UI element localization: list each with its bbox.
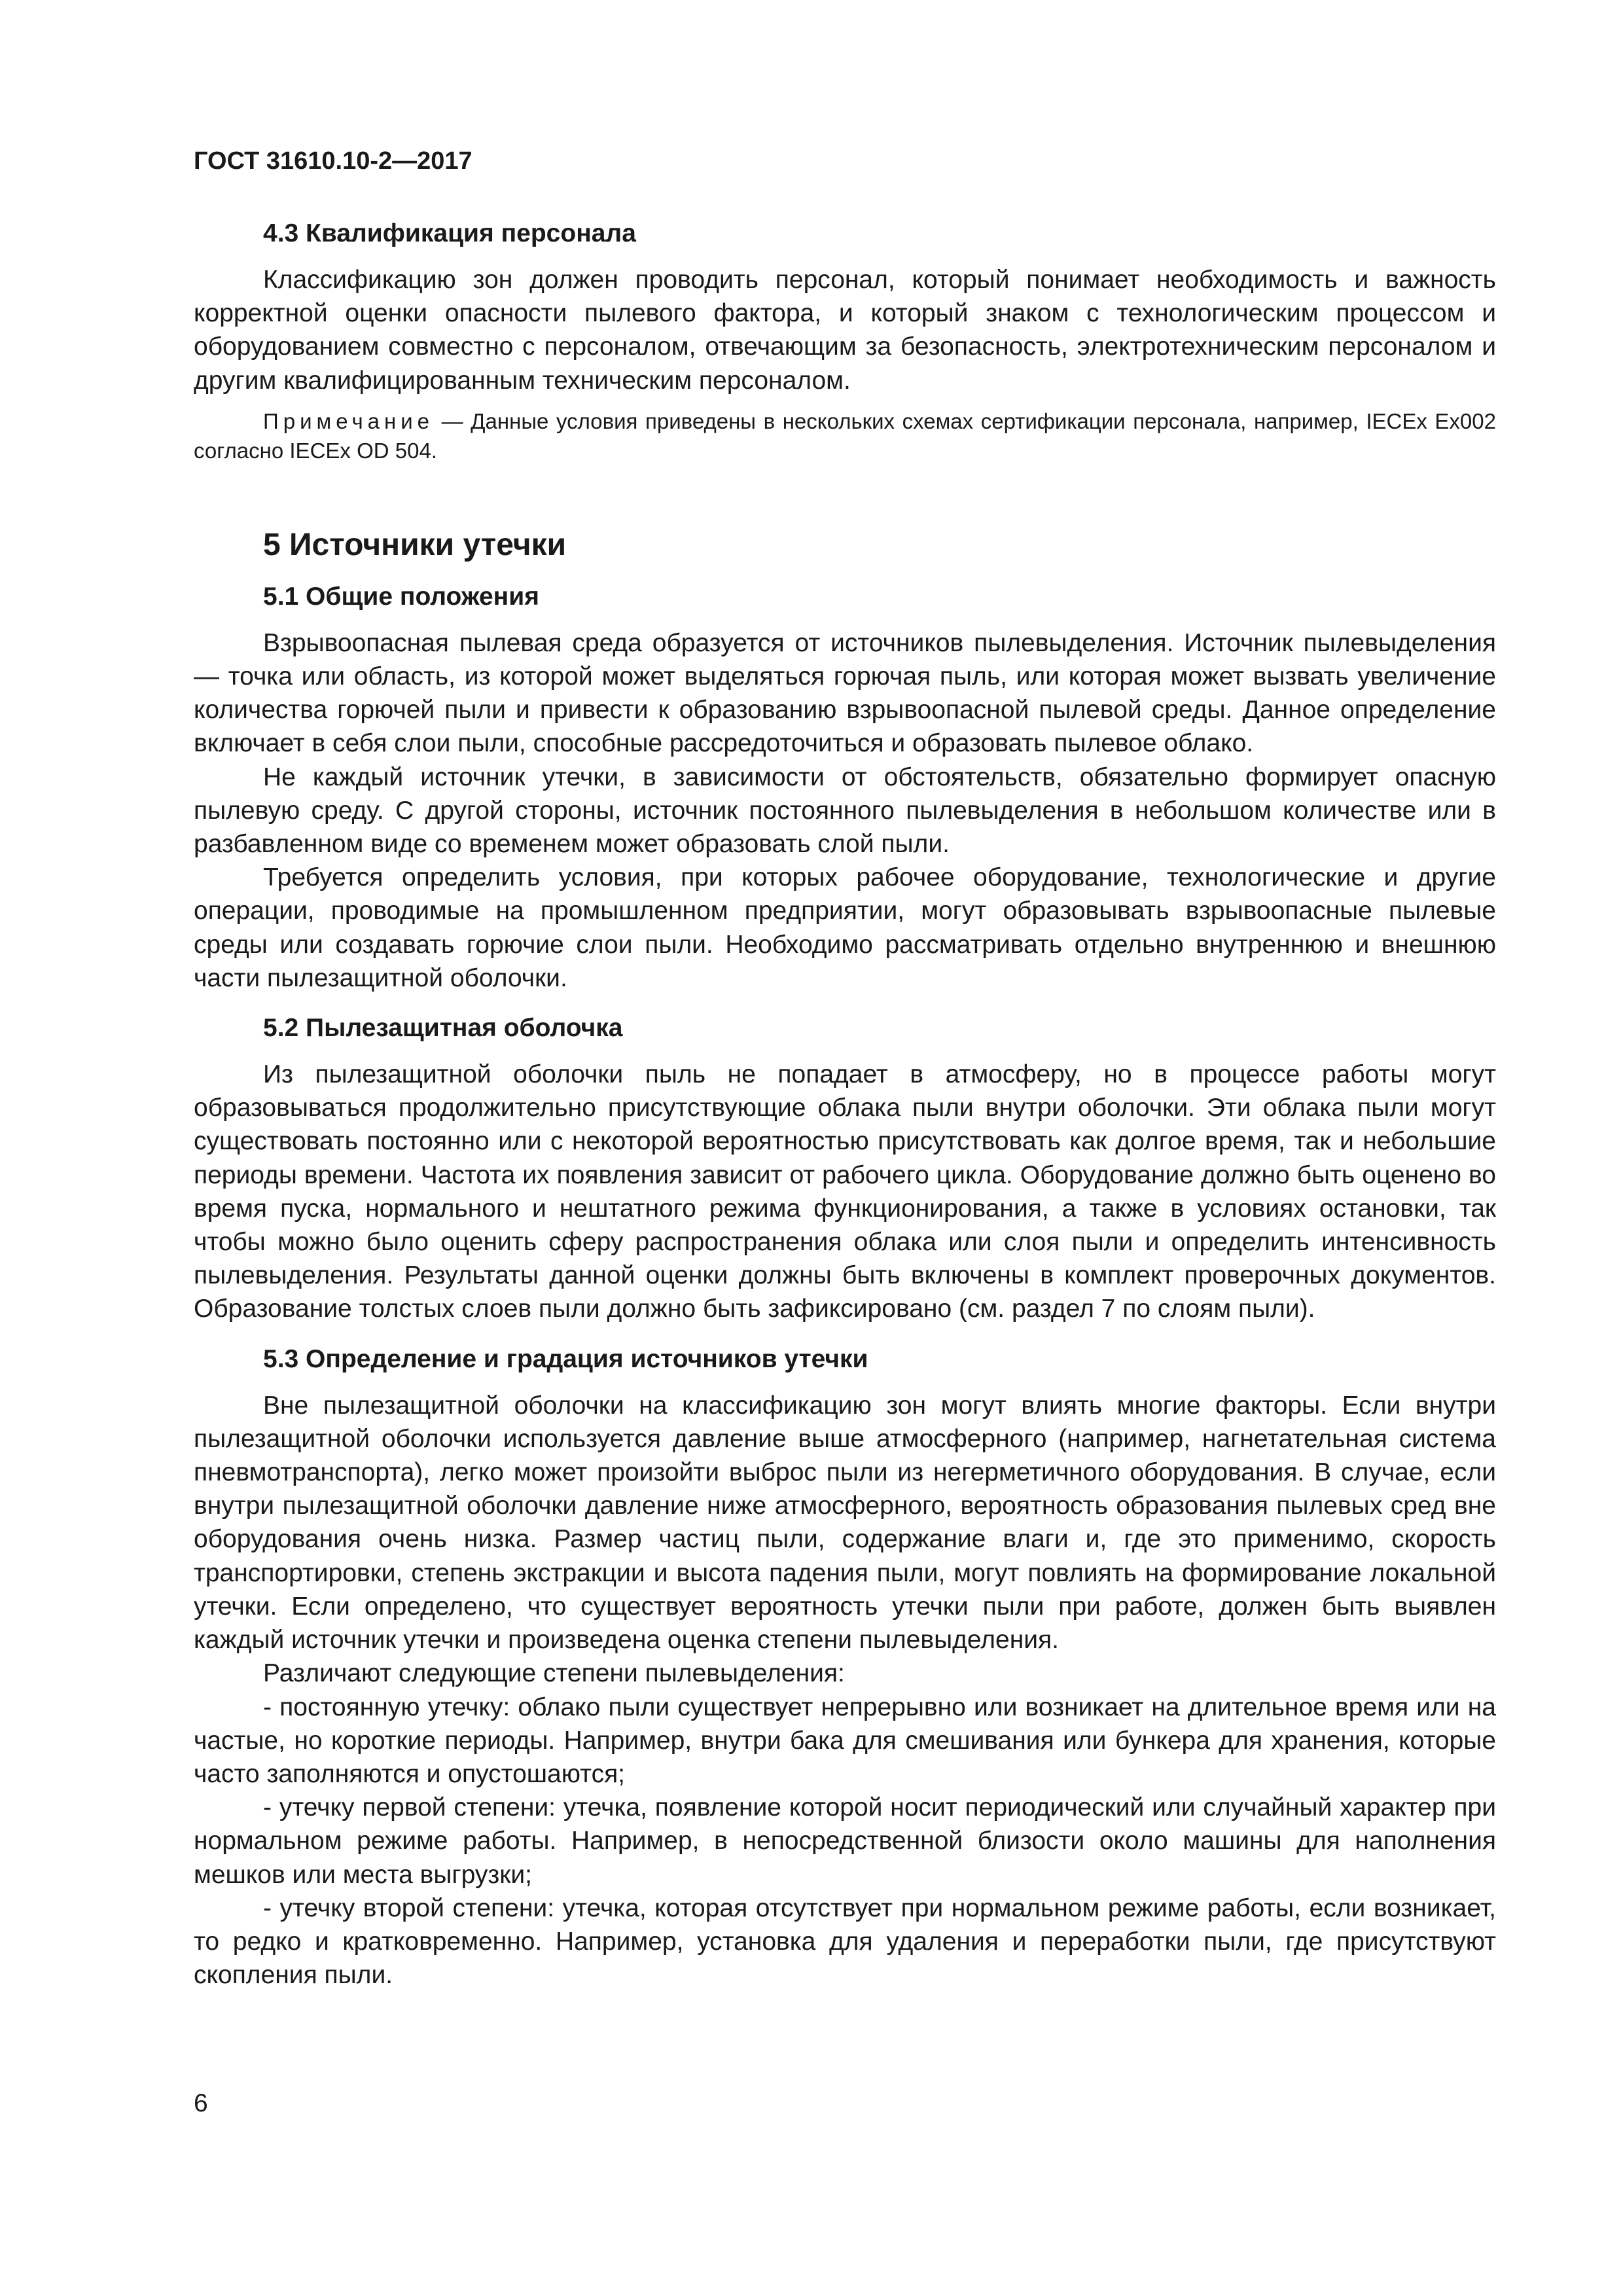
section-4-3 [194, 217, 1496, 465]
list-item-continuous-leak: - постоянную утечку: облако пыли существует непрерывно или возникает на длительное время или на частые, но короткие периоды. Например, внутри бака для смешивания или бункера для хранения, которые часто заполняются и опустошаются; [194, 1693, 1496, 1788]
section-5-2-paragraph: Из пылезащитной оболочки пыль не попадает в атмосферу, но в процессе работы могут образовываться продолжительно присутствующие облака пыли внутри оболочки. Эти облака пыли могут существовать постоянно или с некоторой вероятностью присутствовать как долгое время, так и небольшие периоды времени. Частота их появления зависит от рабочего цикла. Оборудование должно быть оценено во время пуска, нормального и нештатного режима функционирования, а также в условиях остановки, так чтобы можно было оценить сферу распространения облака или слоя пыли и определить интенсивность пылевыделения. Результаты данной оценки должны быть включены в комплект проверочных документов. Образование толстых слоев пыли должно быть зафиксировано (см. раздел 7 по слоям пыли). [194, 1060, 1496, 1323]
note-label: Примечание [263, 408, 435, 433]
section-5-3-paragraph-2: Различают следующие степени пылевыделения: [263, 1659, 845, 1688]
list-item-first-degree-leak: - утечку первой степени: утечка, появление которой носит периодический или случайный характер при нормальном режиме работы. Например, в непосредственной близости около машины для наполнения мешков или места выгрузки; [194, 1793, 1496, 1889]
page-content [194, 145, 1496, 1992]
page-number: 6 [194, 2089, 208, 2117]
section-5-1-paragraph-2: Не каждый источник утечки, в зависимости от обстоятельств, обязательно формирует опасную пылевую среду. С другой стороны, источник постоянного пылевыделения в небольшом количестве или в разбавленном виде со временем может образовать слой пыли. [194, 762, 1496, 859]
section-5-1-paragraph-1: Взрывоопасная пылевая среда образуется от источников пылевыделения. Источник пылевыделения — точка или область, из которой может выделяться горючая пыль, или которая может вызвать увеличение количества горючей пыли и привести к образованию взрывоопасной пылевой среды. Данное определение включает в себя слои пыли, способные рассредоточиться и образовать пылевое облако. [194, 628, 1496, 758]
section-4-3-paragraph: Классификацию зон должен проводить персонал, который понимает необходимость и важность корректной оценки опасности пылевого фактора, и который знаком с технологическим процессом и оборудованием совместно с персоналом, отвечающим за безопасность, электротехническим персоналом и другим квалифицированным техническим персоналом. [194, 266, 1496, 395]
section-4-3-title: 4.3 Квалификация персонала [263, 219, 636, 247]
section-5-1-paragraph-3: Требуется определить условия, при которых рабочее оборудование, технологические и другие операции, проводимые на промышленном предприятии, могут образовывать взрывоопасные пылевые среды или создавать горючие слои пыли. Необходимо рассматривать отдельно внутреннюю и внешнюю части пылезащитной оболочки. [194, 863, 1496, 992]
section-5-2-title: 5.2 Пылезащитная оболочка [263, 1014, 623, 1043]
section-5-title: 5 Источники утечки [263, 527, 567, 562]
section-5-1 [194, 581, 1496, 995]
section-5-1-title: 5.1 Общие положения [263, 582, 539, 611]
note-text: — Данные условия приведены в нескольких схемах сертификации персонала, например, IECEx Ex002 согласно IECEx OD 504. [194, 408, 1496, 463]
section-5-3-title: 5.3 Определение и градация источников утечки [263, 1344, 868, 1373]
section-5-3-paragraph-1: Вне пылезащитной оболочки на классификацию зон могут влиять многие факторы. Если внутри пылезащитной оболочки используется давление выше атмосферного (например, нагнетательная система пневмотранспорта), легко может произойти выброс пыли из негерметичного оборудования. В случае, если внутри пылезащитной оболочки давление ниже атмосферного, вероятность образования пылевых сред вне оборудования очень низка. Размер частиц пыли, содержание влаги и, где это применимо, скорость транспортировки, степень экстракции и высота падения пыли, могут повлиять на формирование локальной утечки. Если определено, что существует вероятность утечки пыли при работе, должен быть выявлен каждый источник утечки и произведена оценка степени пылевыделения. [194, 1391, 1496, 1655]
list-item-second-degree-leak: - утечку второй степени: утечка, которая отсутствует при нормальном режиме работы, если возникает, то редко и кратковременно. Например, установка для удаления и переработки пыли, где присутствуют скопления пыли. [194, 1893, 1496, 1990]
section-5-2 [194, 1012, 1496, 1326]
section-5-3 [194, 1343, 1496, 1992]
document-header: ГОСТ 31610.10-2—2017 [194, 147, 473, 175]
section-4-3-note [194, 406, 1496, 465]
